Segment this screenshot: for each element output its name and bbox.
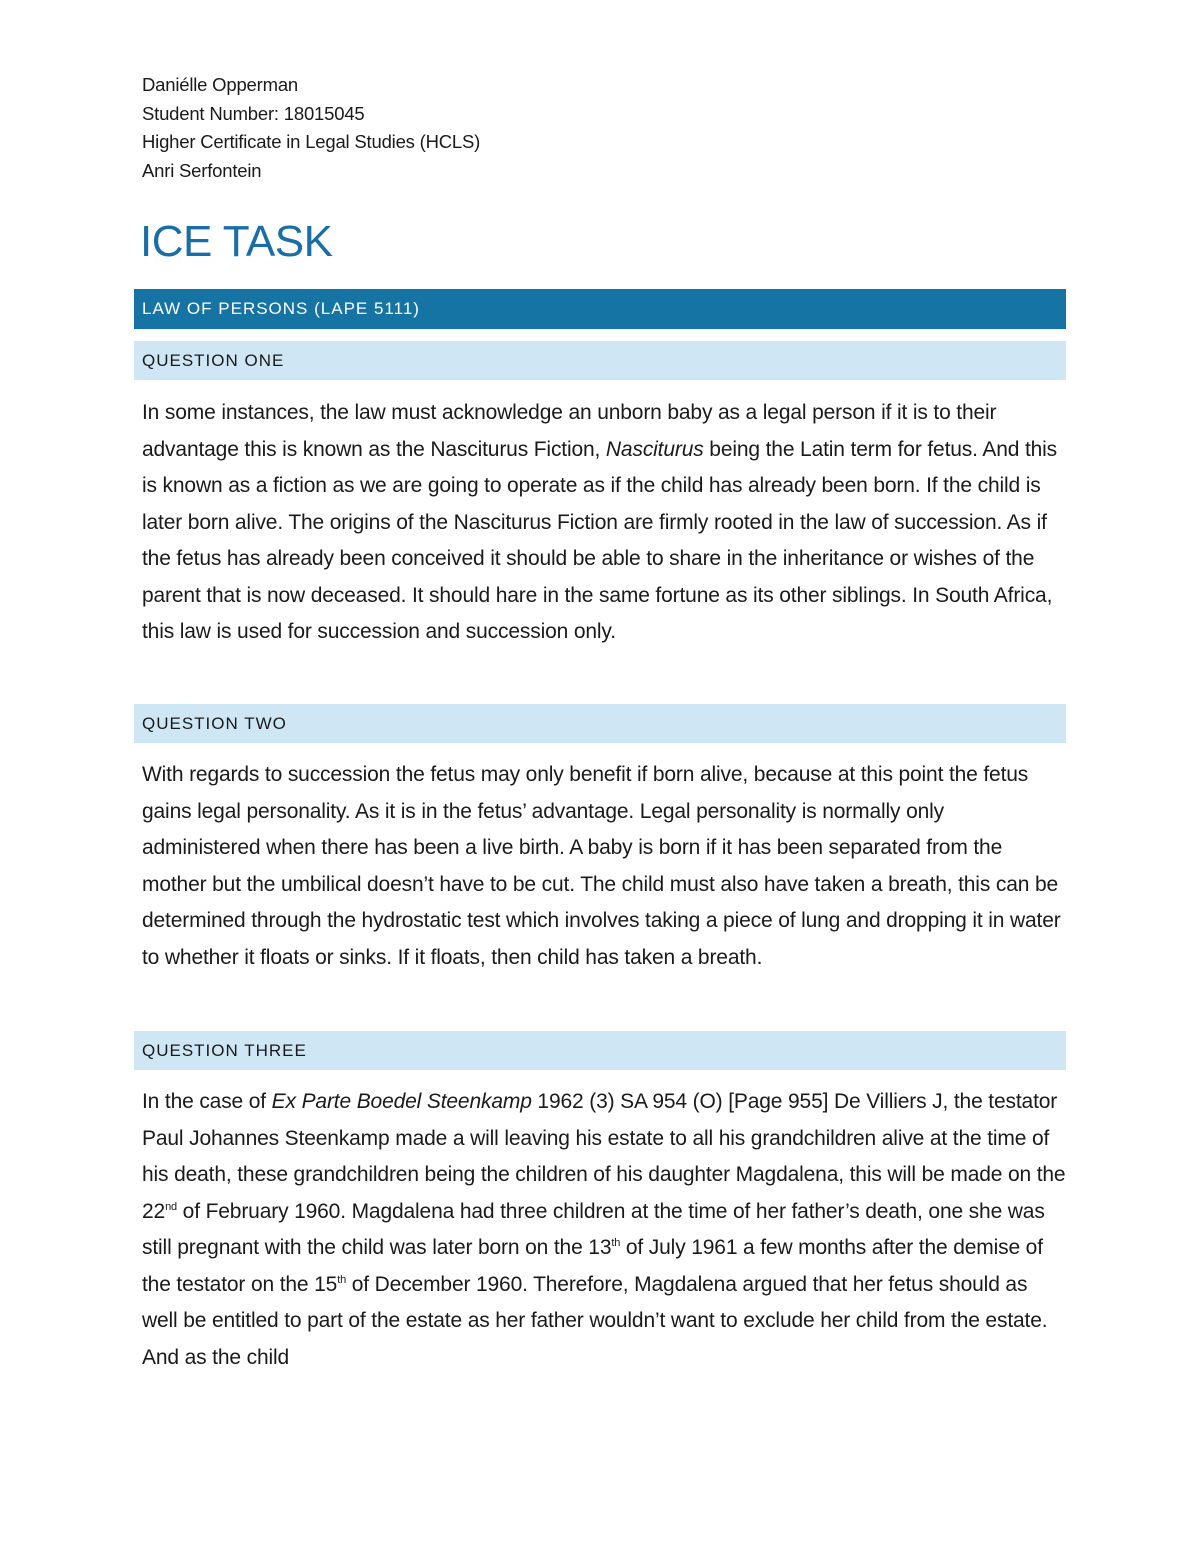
lecturer-name: Anri Serfontein (142, 159, 262, 181)
answer-text: of February 1960. Magdalena had three children at the time of her father’s death, one she was still pregnant with the child was later born on the 13 (142, 1199, 1045, 1259)
answer-text: In some instances, the law must acknowledge an unborn baby as a legal person if it is to their advantage this is known as the Nasciturus Fiction, (142, 401, 997, 461)
student-number: Student Number: 18015045 (142, 102, 365, 124)
author-name: Daniélle Opperman (142, 74, 298, 95)
document-title: ICE TASK (140, 217, 333, 266)
ordinal-suffix: th (611, 1237, 621, 1249)
question-three-answer (142, 1084, 1066, 1376)
author-info (142, 71, 480, 185)
case-name: Ex Parte Boedel Steenkamp (271, 1090, 532, 1113)
answer-text: being the Latin term for fetus. And this is known as a fiction as we are going to operate as if the child has already been born. If the child is later born alive. The origins of the Nasciturus Fiction are firmly rooted in the law of succession. As if the fetus has already been conceived it should be able to share in the inheritance or wishes of the parent that is now deceased. It should hare in the same fortune as its other siblings. In South Africa, this law is used for succession and succession only. (142, 437, 1058, 643)
question-one-heading: QUESTION ONE (134, 341, 1066, 380)
question-two-answer: With regards to succession the fetus may only benefit if born alive, because at this point the fetus gains legal personality. As it is in the fetus’ advantage. Legal personality is normally only administered when there has been a live birth. A baby is born if it has been separated from the mother but the umbilical doesn’t have to be cut. The child must also have taken a breath, this can be determined through the hydrostatic test which involves taking a piece of lung and dropping it in water to whether it floats or sinks. If it floats, then child has taken a breath. (142, 763, 1061, 969)
programme-name: Higher Certificate in Legal Studies (HCLS) (142, 131, 481, 152)
answer-text: of December 1960. Therefore, Magdalena argued that her fetus should as well be entitled to part of the estate as her father wouldn’t want to exclude her child from the estate. And as the child (142, 1272, 1048, 1369)
course-heading: LAW OF PERSONS (LAPE 5111) (134, 289, 1066, 329)
ordinal-suffix: nd (165, 1200, 177, 1213)
question-one-answer (142, 395, 1066, 651)
ordinal-suffix: th (337, 1273, 347, 1286)
italic-term: Nasciturus (605, 437, 704, 461)
answer-text: of July 1961 a few months after the demise of the testator on the 15 (142, 1236, 1043, 1296)
question-three-heading: QUESTION THREE (134, 1031, 1066, 1070)
answer-text: In the case of (142, 1090, 272, 1113)
answer-text: 1962 (3) SA 954 (O) [Page 955] De Villiers J, the testator Paul Johannes Steenkamp made a will leaving his estate to all his grandchildren alive at the time of his death, these grandchildren being the children of his daughter Magdalena, this will be made on the 22 (142, 1090, 1066, 1223)
question-two-heading: QUESTION TWO (134, 704, 1066, 743)
